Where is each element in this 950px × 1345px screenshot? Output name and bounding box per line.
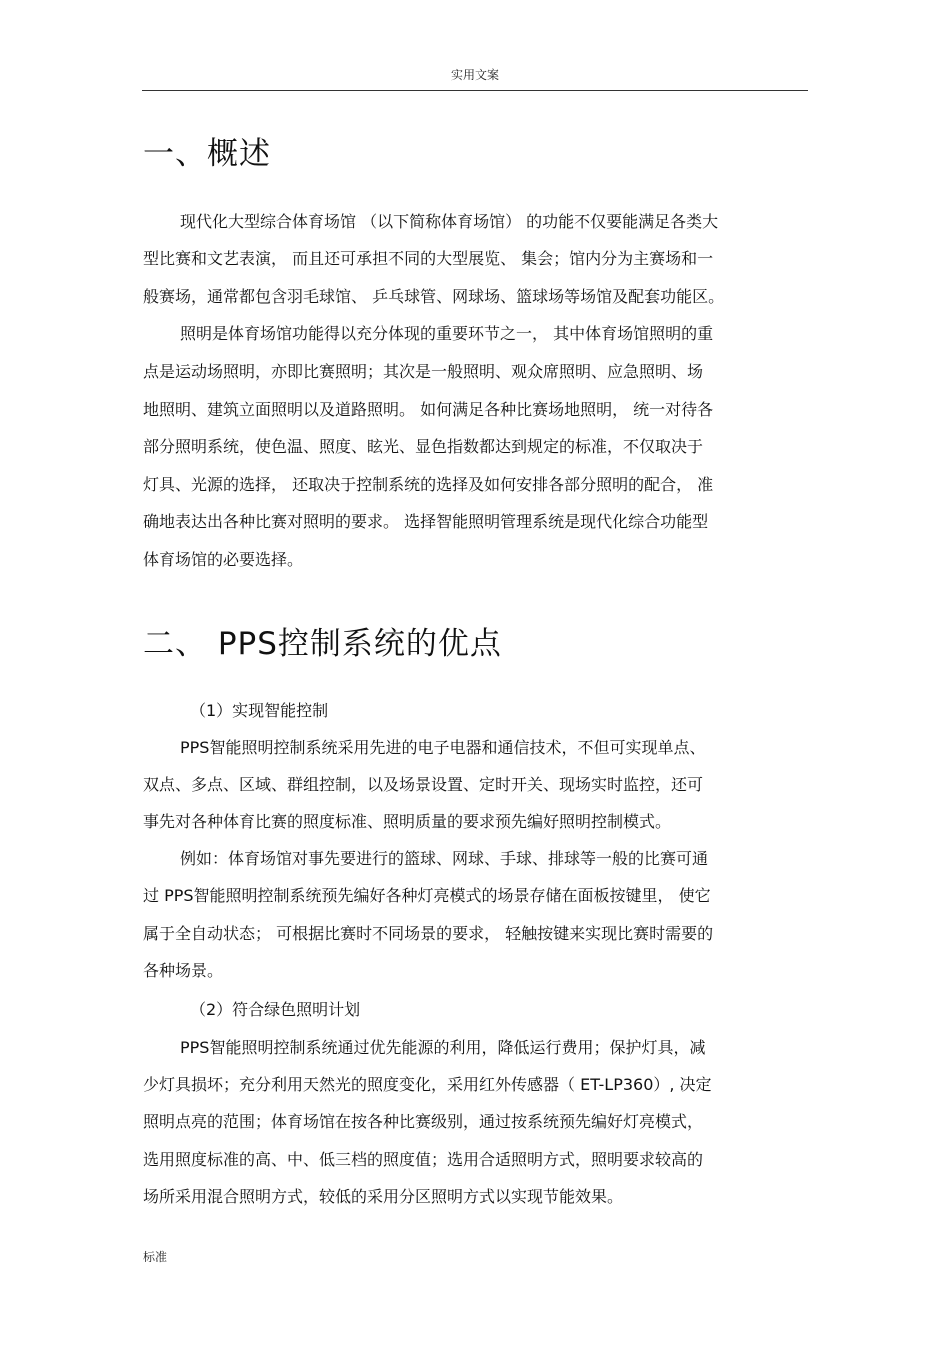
subheading: （2）符合绿色照明计划: [190, 1000, 361, 1019]
header-divider: [142, 90, 808, 91]
paragraph-line: 事先对各种体育比赛的照度标准、照明质量的要求预先编好照明控制模式。: [143, 812, 672, 831]
paragraph-line: 少灯具损坏；充分利用天然光的照度变化，采用红外传感器（ ET-LP360）, 决定: [143, 1075, 712, 1094]
paragraph-line: 部分照明系统，使色温、照度、眩光、显色指数都达到规定的标准，不仅取决于: [143, 437, 704, 456]
paragraph-line: 双点、多点、区域、群组控制，以及场景设置、定时开关、现场实时监控，还可: [143, 775, 704, 794]
page-header: 实用文案: [450, 68, 499, 82]
paragraph-line: 型比赛和文艺表演， 而且还可承担不同的大型展览、 集会；馆内分为主赛场和一: [143, 249, 714, 268]
paragraph-line: 体育场馆的必要选择。: [143, 550, 304, 569]
paragraph-line: 选用照度标准的高、中、低三档的照度值；选用合适照明方式，照明要求较高的: [143, 1150, 704, 1169]
page-footer: 标准: [143, 1250, 168, 1264]
paragraph-line: 照明点亮的范围；体育场馆在按各种比赛级别，通过按系统预先编好灯亮模式，: [143, 1112, 704, 1131]
paragraph-line: 场所采用混合照明方式，较低的采用分区照明方式以实现节能效果。: [143, 1187, 624, 1206]
paragraph-line: 各种场景。: [143, 961, 224, 980]
paragraph-line: 地照明、建筑立面照明以及道路照明。 如何满足各种比赛场地照明， 统一对待各: [143, 400, 714, 419]
subheading: （1）实现智能控制: [190, 701, 329, 720]
section2-title: 二、 PPS控制系统的优点: [143, 626, 502, 662]
section1-title: 一、概述: [143, 136, 271, 172]
paragraph-line: 过 PPS智能照明控制系统预先编好各种灯亮模式的场景存储在面板按键里， 使它: [143, 886, 711, 905]
paragraph-line: 般赛场，通常都包含羽毛球馆、 乒乓球管、网球场、篮球场等场馆及配套功能区。: [143, 287, 725, 306]
paragraph-line: PPS智能照明控制系统通过优先能源的利用，降低运行费用；保护灯具，减: [180, 1038, 706, 1057]
paragraph-line: 点是运动场照明，亦即比赛照明；其次是一般照明、观众席照明、应急照明、场: [143, 362, 704, 381]
paragraph-line: 灯具、光源的选择， 还取决于控制系统的选择及如何安排各部分照明的配合， 准: [143, 475, 714, 494]
paragraph-line: 确地表达出各种比赛对照明的要求。 选择智能照明管理系统是现代化综合功能型: [143, 512, 709, 531]
paragraph-line: 例如：体育场馆对事先要进行的篮球、网球、手球、排球等一般的比赛可通: [180, 849, 709, 868]
paragraph-line: PPS智能照明控制系统采用先进的电子电器和通信技术，不但可实现单点、: [180, 738, 706, 757]
paragraph-line: 现代化大型综合体育场馆 （以下简称体育场馆） 的功能不仅要能满足各类大: [180, 212, 719, 231]
paragraph-line: 属于全自动状态； 可根据比赛时不同场景的要求， 轻触按键来实现比赛时需要的: [143, 924, 714, 943]
paragraph-line: 照明是体育场馆功能得以充分体现的重要环节之一， 其中体育场馆照明的重: [180, 324, 714, 343]
